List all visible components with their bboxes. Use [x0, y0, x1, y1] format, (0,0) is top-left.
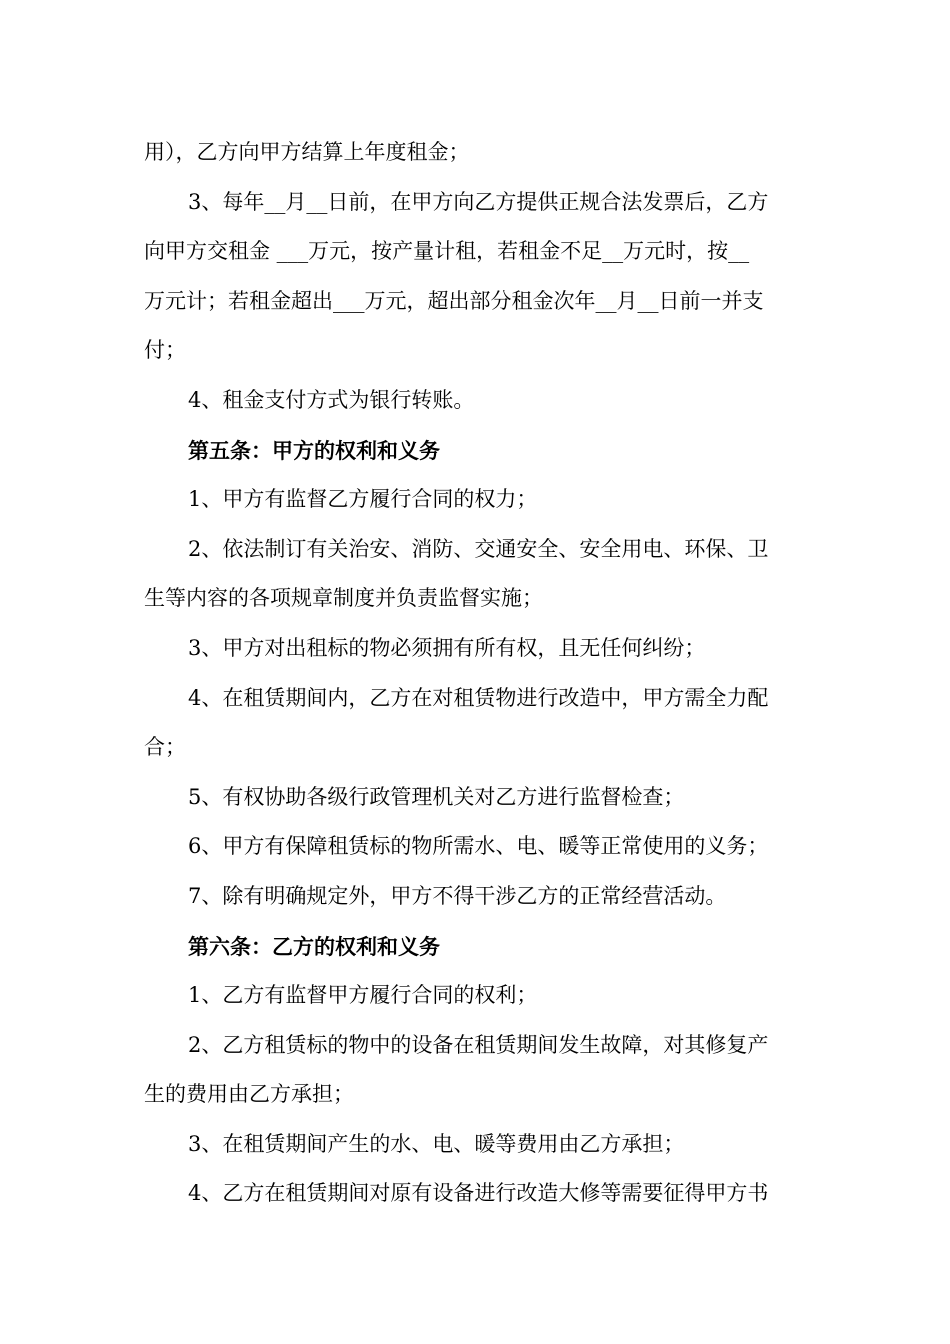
text-line: 3、在租赁期间产生的水、电、暖等费用由乙方承担；: [188, 1131, 685, 1156]
text-line: 3、甲方对出租标的物必须拥有所有权，且无任何纠纷；: [188, 635, 706, 660]
document-body: [144, 128, 808, 1219]
text-line: 用），乙方向甲方结算上年度租金；: [144, 140, 470, 164]
text-line: 2、依法制订有关治安、消防、交通安全、安全用电、环保、卫: [188, 536, 769, 561]
text-line: 生的费用由乙方承担；: [144, 1082, 354, 1107]
section-heading: 第六条：乙方的权利和义务: [188, 933, 440, 959]
text-line: 4、在租赁期间内，乙方在对租赁物进行改造中，甲方需全力配: [188, 685, 769, 710]
text-line: 2、乙方租赁标的物中的设备在租赁期间发生故障，对其修复产: [188, 1032, 769, 1057]
text-line: 向甲方交租金 ___万元，按产量计租，若租金不足__万元时，按__: [144, 239, 750, 264]
text-line: 万元计；若租金超出___万元，超出部分租金次年__月__日前一并支: [144, 288, 764, 313]
text-line: 6、甲方有保障租赁标的物所需水、电、暖等正常使用的义务；: [188, 834, 769, 859]
text-line: 5、有权协助各级行政管理机关对乙方进行监督检查；: [188, 784, 685, 809]
text-line: 3、每年__月__日前，在甲方向乙方提供正规合法发票后，乙方: [188, 189, 769, 214]
text-line: 1、甲方有监督乙方履行合同的权力；: [188, 487, 538, 512]
text-line: 合；: [144, 735, 186, 760]
text-line: 4、租金支付方式为银行转账。: [188, 387, 475, 412]
text-line: 4、乙方在租赁期间对原有设备进行改造大修等需要征得甲方书: [188, 1181, 769, 1206]
text-line: 7、除有明确规定外，甲方不得干涉乙方的正常经营活动。: [188, 883, 727, 908]
text-line: 付；: [144, 338, 186, 363]
text-line: 生等内容的各项规章制度并负责监督实施；: [144, 586, 543, 611]
section-heading: 第五条：甲方的权利和义务: [188, 437, 440, 463]
text-line: 1、乙方有监督甲方履行合同的权利；: [188, 983, 538, 1008]
